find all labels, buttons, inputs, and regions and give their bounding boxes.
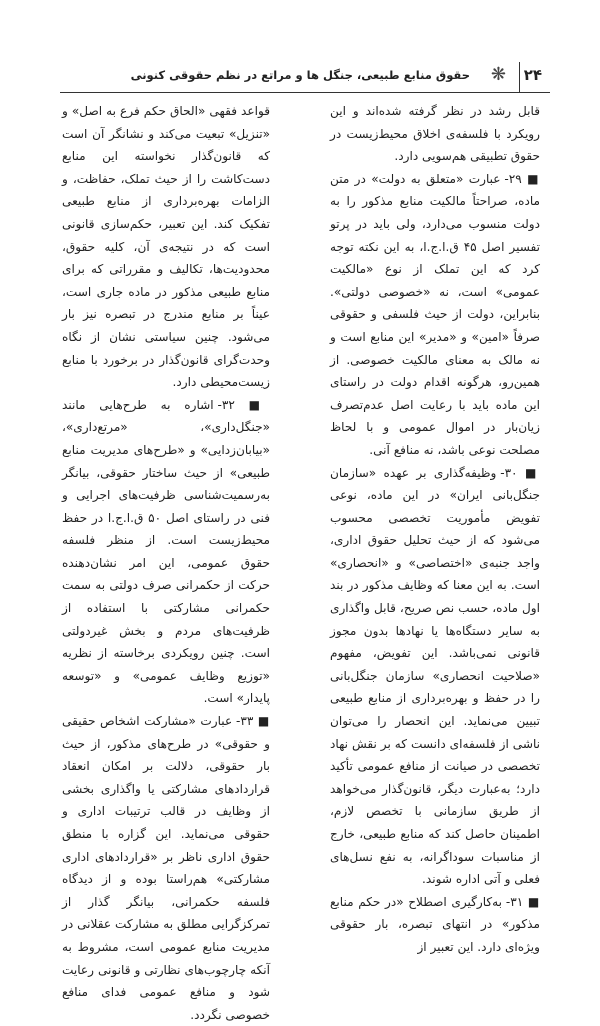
running-header (60, 62, 550, 90)
paragraph-30: ■ ۳۰- وظیفه‌گذاری بر عهده «سازمان جنگل‌بانی ایران» در این ماده، نوعی تفویض مأموریت تخصصی محسوب می‌شود که از حیث تحلیل حقوق اداری، واجد جنبه‌ی «اختصاصی» و «انحصاری» است. به این معنا که وظایف مذکور در بند اول ماده، حسب نص صریح، قابل واگذاری به سایر دستگاه‌ها یا نهادها بدون مجوز قانونی نمی‌باشد. این تفویض، مفهوم «صلاحیت انحصاری» سازمان جنگل‌بانی را در حفظ و بهره‌برداری از منابع طبیعی تبیین می‌نماید. این انحصار را می‌توان ناشی از فلسفه‌ای دانست که بر نقش نهاد تخصصی در صیانت از منافع عمومی تأکید دارد؛ به‌عبارت دیگر، قانون‌گذار می‌خواهد از طریق سازمانی با تخصص لازم، اطمینان حاصل کند که منابع طبیعی، خارج از مناسبات سوداگرانه، به نفع نسل‌های فعلی و آتی اداره شوند. (330, 465, 540, 887)
paragraph: قابل رشد در نظر گرفته شده‌اند و این رویکرد با فلسفه‌ی اخلاق محیط‌زیست در حقوق تطبیقی هم‌سویی دارد. (330, 104, 540, 164)
paragraph-29: ■ ۲۹- عبارت «متعلق به دولت» در متن ماده، صراحتاً مالکیت منابع مذکور را به دولت منسوب می‌دارد، ولی باید در پرتو تفسیر اصل ۴۵ ق.ا.ج.ا، به این نکته توجه کرد که این تملک از نوع «مالکیت عمومی» است، نه «خصوصی دولتی». بنابراین، دولت از حیث فلسفی و حقوقی صرفاً «امین» و «مدیر» این منابع است و نه مالک به معنای مالکیت خصوصی. از همین‌رو، هرگونه اقدام دولت در راستای این ماده باید با رعایت اصل عدم‌تصرف زیان‌بار در اموال عمومی و با لحاظ مصلحت نوعی باشد، نه منافع آنی. (330, 171, 540, 457)
ornament-icon: ❋ (490, 64, 506, 85)
paragraph: قواعد فقهی «الحاق حکم فرع به اصل» و «تنزیل» تبعیت می‌کند و نشانگر آن است که قانون‌گذار نخواسته این منابع دست‌کاشت را از حیث تملک، حفاظت، و الزامات بهره‌برداری از منابع طبیعی تفکیک کند. این تعبیر، حکم‌سازی قانونی است که در نتیجه‌ی آن، کلیه حقوق، محدودیت‌ها، تکالیف و مقرراتی که برای منابع طبیعی مذکور در ماده جاری است، عیناً بر منابع مندرج در تبصره نیز بار می‌شود. چنین سیاستی نشان از نگاه وحدت‌گرای قانون‌گذار در برخورد با منابع زیست‌محیطی دارد. (62, 104, 270, 390)
right-column (330, 100, 540, 959)
paragraph-33: ■ ۳۳- عبارت «مشارکت اشخاص حقیقی و حقوقی» در طرح‌های مذکور، از حیث بار حقوقی، دلالت بر امکان انعقاد قراردادهای مشارکتی یا واگذاری بخشی از وظایف در قالب ترتیبات اداری و حقوقی می‌نماید. این گزاره با منطق حقوق اداری ناظر بر «قراردادهای اداری مشارکتی» هم‌راستا بوده و از دیدگاه فلسفه حکمرانی، بیانگر گذار از تمرکزگرایی مطلق به مشارکت عقلانی در مدیریت منابع عمومی است، مشروط به آنکه چارچوب‌های نظارتی و قانونی رعایت شود و منافع عمومی فدای منافع خصوصی نگردد. (62, 714, 270, 1022)
left-column (62, 100, 270, 1026)
header-rule (60, 92, 550, 93)
page-number: ۲۴ (523, 66, 542, 84)
running-title: حقوق منابع طبیعی، جنگل ها و مراتع در نظم حقوقی کنونی (130, 68, 470, 82)
paragraph-32: ■ ۳۲- اشاره به طرح‌هایی مانند «جنگل‌داری»، «مرتع‌داری»، «بیابان‌زدایی» و «طرح‌های مدیریت منابع طبیعی» از حیث ساختار حقوقی، بیانگر به‌رسمیت‌شناسی ظرفیت‌های اجرایی و فنی در راستای اصل ۵۰ ق.ا.ج.ا در حفظ محیط‌زیست است. از منظر فلسفه حقوق عمومی، این امر نشان‌دهنده حرکت از حکمرانی صرف دولتی به سمت حکمرانی مشارکتی با استفاده از ظرفیت‌های مردم و بخش غیردولتی است. چنین رویکردی برخاسته از نظریه «توزیع وظایف عمومی» و «توسعه پایدار» است. (62, 397, 270, 706)
header-separator (519, 62, 520, 92)
paragraph-31: ■ ۳۱- به‌کارگیری اصطلاح «در حکم منابع مذکور» در انتهای تبصره، بار حقوقی ویژه‌ای دارد. این تعبیر از (330, 894, 540, 954)
